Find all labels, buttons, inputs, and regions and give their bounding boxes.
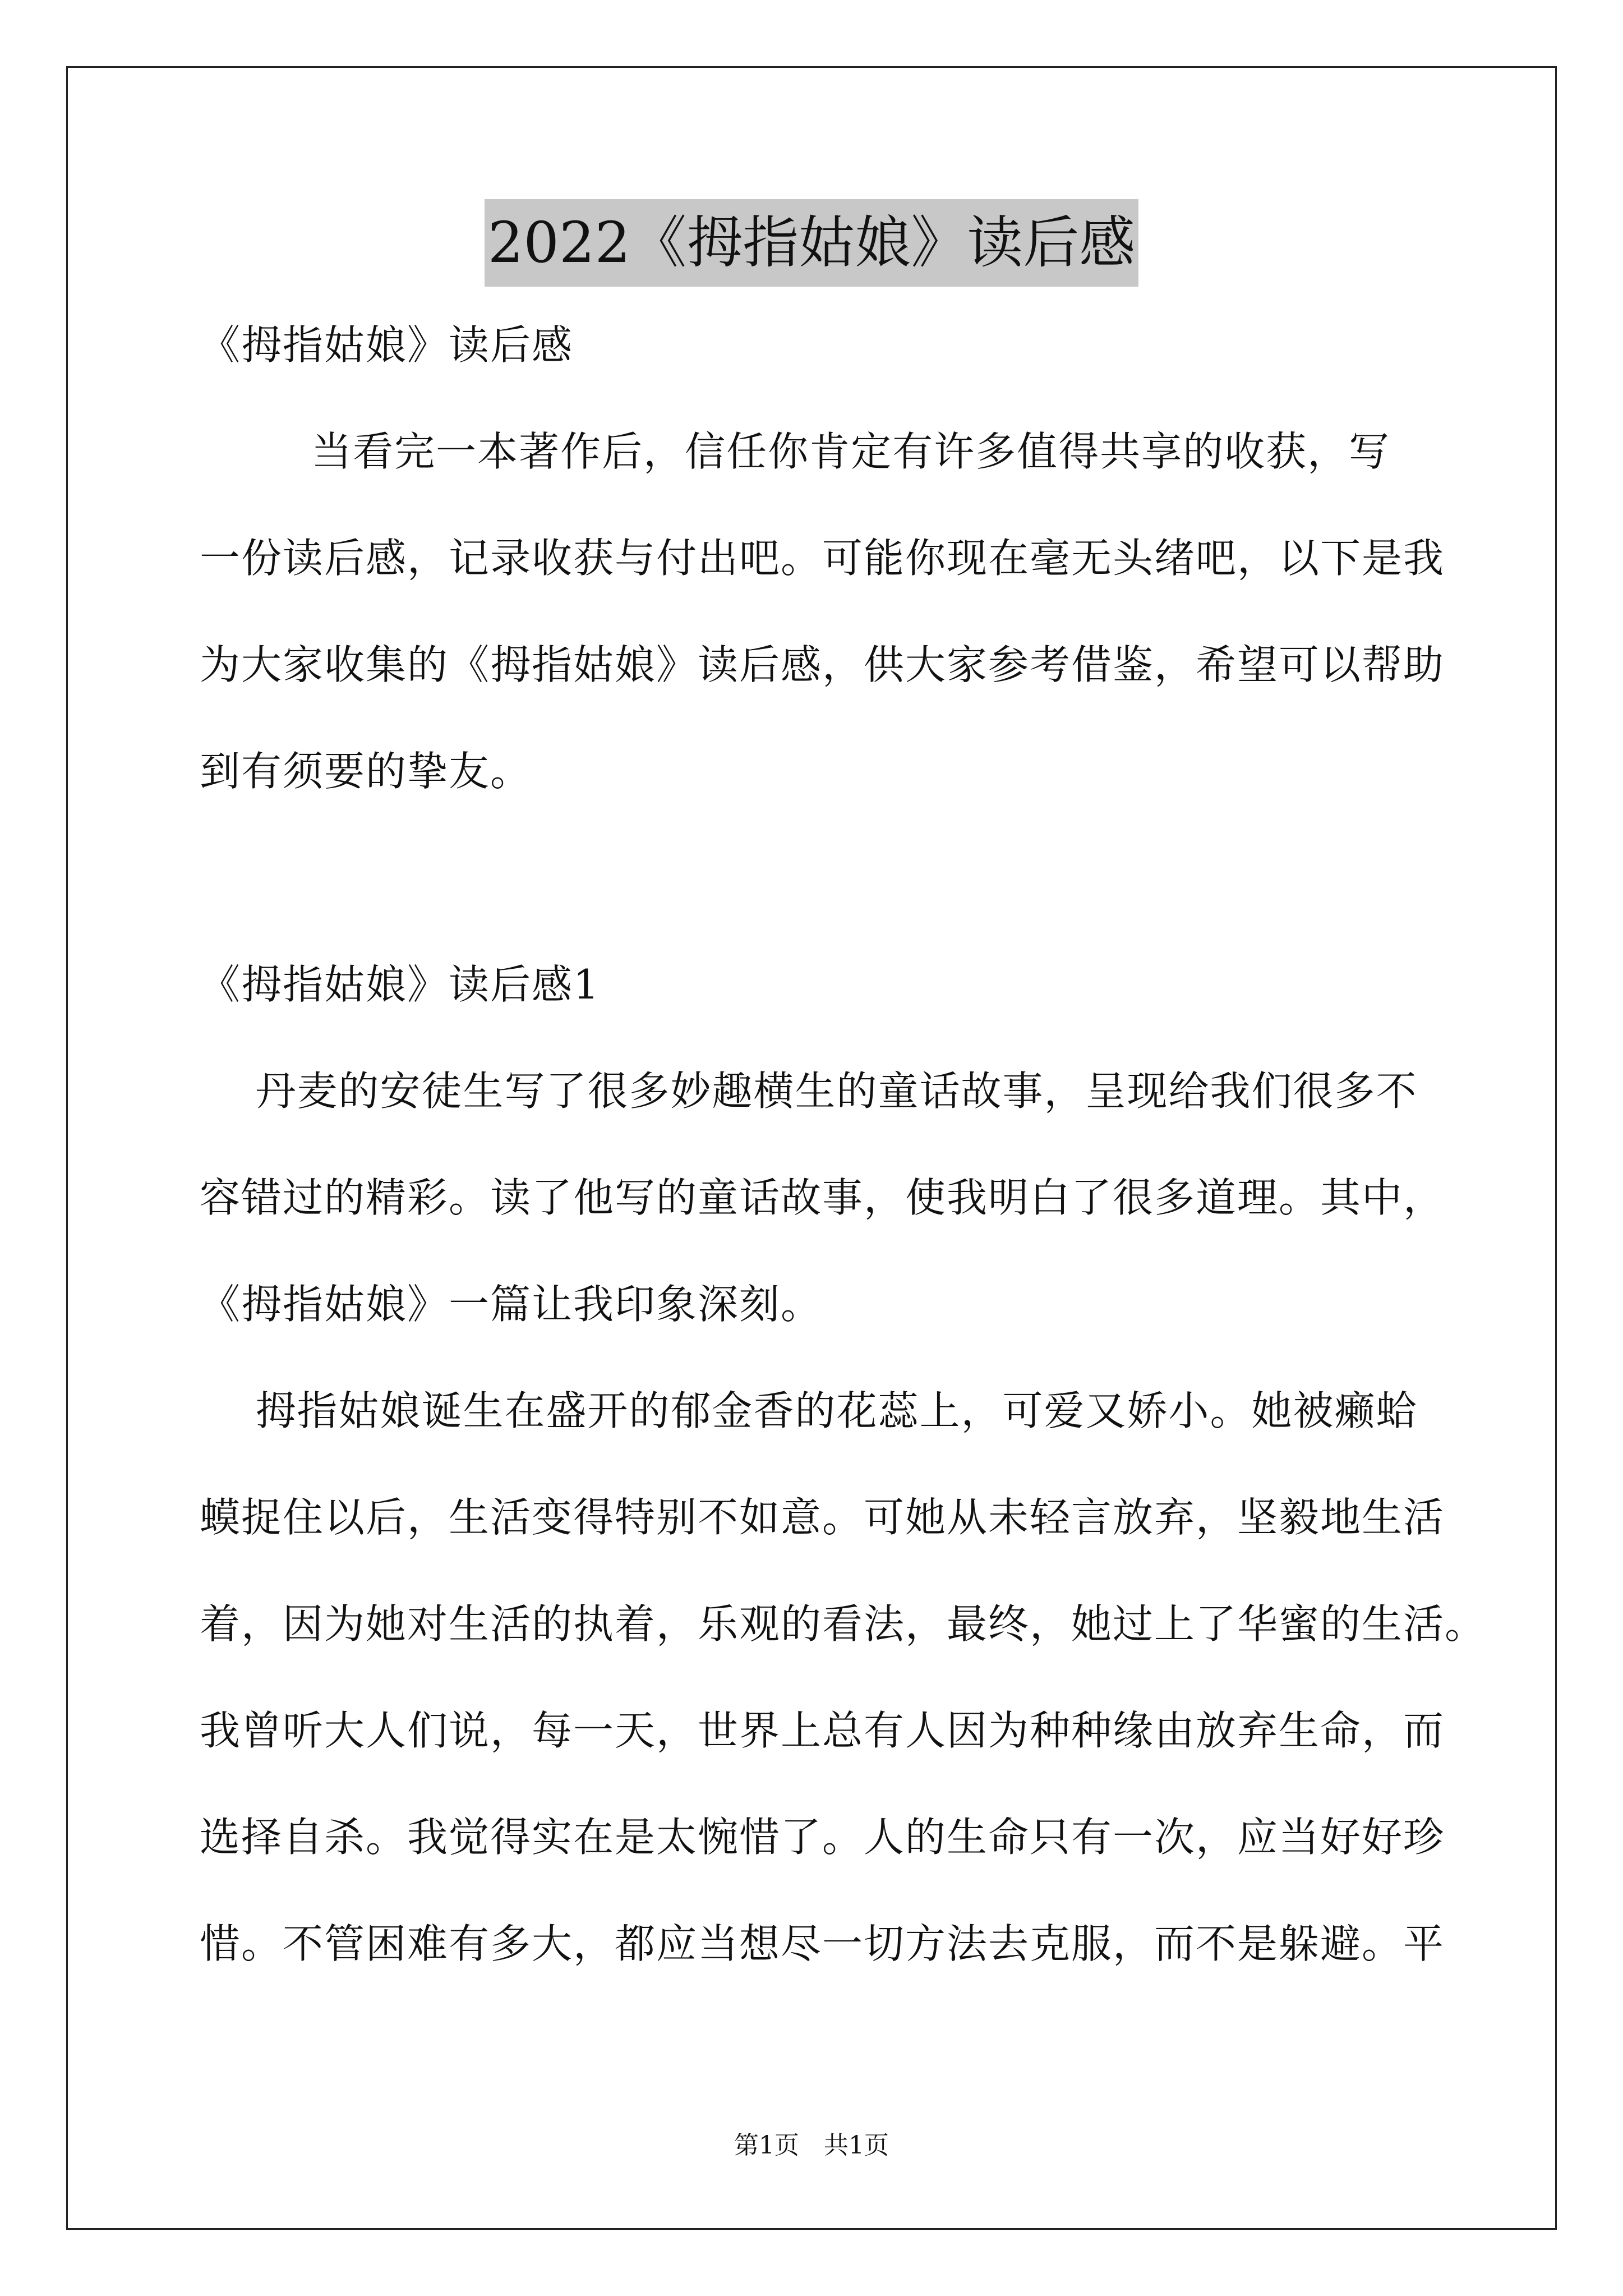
body-line: 一份读后感，记录收获与付出吧。可能你现在毫无头绪吧，以下是我	[200, 535, 1445, 582]
body-line: 为大家收集的《拇指姑娘》读后感，供大家参考借鉴，希望可以帮助	[200, 641, 1445, 688]
body-line: 当看完一本著作后，信任你肯定有许多值得共享的收获，写	[200, 428, 1391, 475]
body-line: 蟆捉住以后，生活变得特别不如意。可她从未轻言放弃，坚毅地生活	[200, 1494, 1445, 1541]
title-container	[0, 199, 1623, 287]
page-footer: 第1页 共1页	[734, 2131, 889, 2160]
body-line: 容错过的精彩。读了他写的童话故事，使我明白了很多道理。其中，	[200, 1174, 1445, 1221]
body-line: 我曾听大人们说，每一天，世界上总有人因为种种缘由放弃生命，而	[200, 1707, 1445, 1754]
body-line: 选择自杀。我觉得实在是太惋惜了。人的生命只有一次，应当好好珍	[200, 1814, 1445, 1861]
body-line: 《拇指姑娘》一篇让我印象深刻。	[200, 1281, 823, 1328]
body-line: 惜。不管困难有多大，都应当想尽一切方法去克服，而不是躲避。平	[200, 1920, 1445, 1967]
body-line: 丹麦的安徒生写了很多妙趣横生的童话故事，呈现给我们很多不	[200, 1068, 1418, 1115]
body-line: 拇指姑娘诞生在盛开的郁金香的花蕊上，可爱又娇小。她被癞蛤	[200, 1387, 1418, 1434]
body-line: 着，因为她对生活的执着，乐观的看法，最终，她过上了华蜜的生活。	[200, 1600, 1487, 1648]
blank-line	[200, 825, 1433, 931]
section-heading: 《拇指姑娘》读后感1	[200, 961, 600, 1008]
body-line: 到有须要的挚友。	[200, 748, 532, 795]
document-title: 2022《拇指姑娘》读后感	[485, 199, 1139, 287]
document-body	[200, 292, 1487, 1997]
section-heading: 《拇指姑娘》读后感	[200, 321, 574, 369]
